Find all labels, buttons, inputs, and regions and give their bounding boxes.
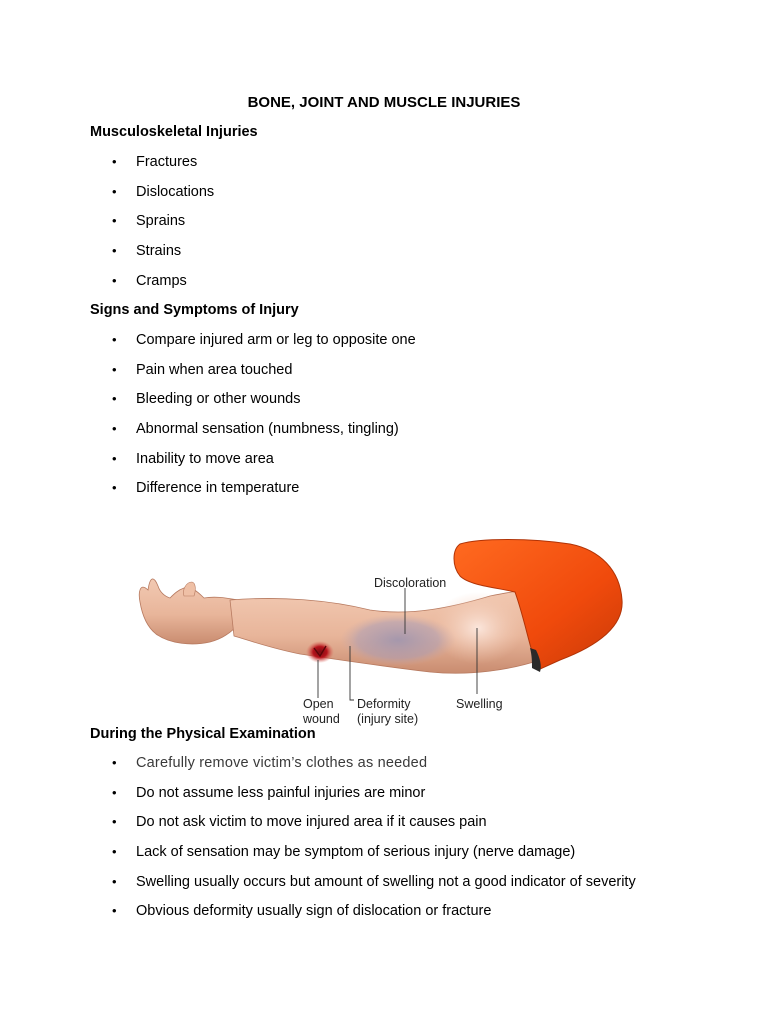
list-item [0, 812, 636, 842]
list-item-text: Strains [136, 243, 182, 260]
list-item-text: Swelling usually occurs but amount of swelling not a good indicator of severity [136, 873, 636, 890]
list-item-text: Obvious deformity usually sign of dislocation or fracture [136, 903, 492, 920]
musculoskeletal-list [0, 152, 214, 300]
list-item [0, 783, 636, 813]
page-title: BONE, JOINT AND MUSCLE INJURIES [247, 94, 521, 111]
thumb-shape [183, 582, 195, 596]
list-item [0, 152, 214, 182]
label-discoloration: Discoloration [374, 576, 447, 590]
section-heading-musculoskeletal: Musculoskeletal Injuries [90, 124, 258, 140]
list-item [0, 330, 416, 360]
bullet: • [112, 480, 117, 496]
bullet: • [112, 391, 117, 407]
exam-list [0, 753, 636, 931]
open-wound-area [306, 641, 334, 663]
label-deformity-line2: (injury site) [357, 712, 419, 726]
list-item-text: Compare injured arm or leg to opposite one [136, 332, 416, 348]
label-swelling: Swelling [456, 697, 503, 711]
list-item [0, 901, 636, 931]
bullet: • [112, 755, 117, 770]
section-heading-exam: During the Physical Examination [90, 726, 316, 742]
bullet: • [112, 903, 117, 919]
bullet: • [112, 814, 117, 830]
section-heading-signs: Signs and Symptoms of Injury [90, 302, 299, 318]
label-open-wound-line1: Open [303, 697, 334, 711]
bullet: • [112, 243, 117, 259]
list-item-text: Difference in temperature [136, 480, 300, 497]
bullet: • [112, 213, 117, 229]
bullet: • [112, 844, 117, 860]
list-item [0, 241, 214, 271]
label-open-wound-line2: wound [303, 712, 340, 726]
list-item-text: Do not assume less painful injuries are minor [136, 784, 426, 801]
list-item-text: Lack of sensation may be symptom of serious injury (nerve damage) [136, 844, 576, 861]
list-item [0, 449, 416, 479]
bullet: • [112, 154, 117, 169]
discoloration-area [340, 614, 456, 666]
bullet: • [112, 361, 117, 377]
list-item [0, 872, 636, 902]
list-item-text: Fractures [136, 154, 198, 170]
arm-illustration-svg [130, 530, 640, 730]
bullet: • [112, 873, 117, 889]
list-item [0, 182, 214, 212]
list-item-text: Pain when area touched [136, 361, 293, 378]
bullet: • [112, 272, 117, 288]
list-item-text: Abnormal sensation (numbness, tingling) [136, 421, 399, 438]
list-item [0, 360, 416, 390]
list-item [0, 271, 214, 301]
list-item-text: Carefully remove victim’s clothes as needed [136, 755, 428, 771]
list-item [0, 753, 636, 783]
list-item-text: Do not ask victim to move injured area if it causes pain [136, 814, 487, 831]
bullet: • [112, 421, 117, 437]
injured-arm-illustration [130, 530, 640, 730]
list-item [0, 842, 636, 872]
list-item-text: Bleeding or other wounds [136, 391, 301, 408]
list-item [0, 419, 416, 449]
list-item-text: Cramps [136, 272, 187, 289]
list-item-text: Dislocations [136, 183, 215, 200]
list-item [0, 211, 214, 241]
bullet: • [112, 450, 117, 466]
bullet: • [112, 332, 117, 347]
label-deformity-line1: Deformity [357, 697, 411, 711]
bullet: • [112, 183, 117, 199]
list-item-text: Inability to move area [136, 450, 274, 467]
bullet: • [112, 784, 117, 800]
list-item [0, 389, 416, 419]
signs-list [0, 330, 416, 508]
list-item-text: Sprains [136, 213, 186, 230]
list-item [0, 478, 416, 508]
